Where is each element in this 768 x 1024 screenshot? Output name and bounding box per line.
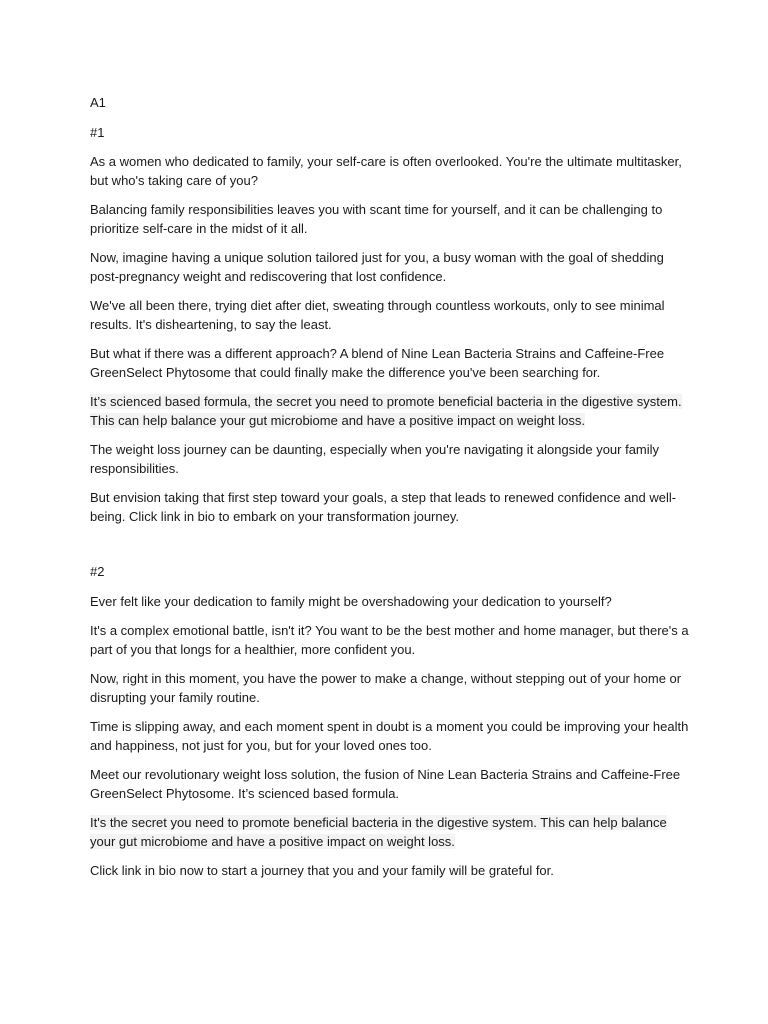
paragraph: It's a complex emotional battle, isn't it? You want to be the best mother and home manager, but there's a part of you that longs for a healthier, more confident you. [90,623,689,657]
paragraph [90,814,690,851]
paragraph: Now, imagine having a unique solution tailored just for you, a busy woman with the goal of shedding post-pregnancy weight and rediscovering that lost confidence. [90,250,664,284]
section-1 [90,124,690,527]
section-2 [90,563,690,881]
paragraph: Meet our revolutionary weight loss solution, the fusion of Nine Lean Bacteria Strains and Caffeine-Free GreenSelect Phytosome. It’s scienced based formula. [90,767,681,801]
section-heading: #1 [90,124,105,140]
paragraph: As a women who dedicated to family, your self-care is often overlooked. You're the ultimate multitasker, but who's taking care of you? [90,154,682,188]
document-page [90,94,690,892]
paragraph: But what if there was a different approach? A blend of Nine Lean Bacteria Strains and Caffeine-Free GreenSelect Phytosome that could finally make the difference you've been searching for. [90,346,665,380]
highlighted-text: It's the secret you need to promote beneficial bacteria in the digestive system. This can help balance your gut microbiome and have a positive impact on weight loss. [90,815,667,849]
section-heading: #2 [90,564,105,579]
paragraph [90,393,690,430]
paragraph: But envision taking that first step toward your goals, a step that leads to renewed confidence and well-being. Click link in bio to embark on your transformation journey. [90,490,677,524]
paragraph: Time is slipping away, and each moment spent in doubt is a moment you could be improving your health and happiness, not just for you, but for your loved ones too. [90,719,689,753]
section-spacer [90,537,690,563]
paragraph: The weight loss journey can be daunting, especially when you're navigating it alongside your family responsibilities. [90,442,660,476]
highlighted-text: It’s scienced based formula, the secret you need to promote beneficial bacteria in the digestive system. This can help balance your gut microbiome and have a positive impact on weight loss. [90,394,682,428]
paragraph: We've all been there, trying diet after diet, sweating through countless workouts, only to see minimal results. It's disheartening, to say the least. [90,298,665,332]
paragraph: Now, right in this moment, you have the power to make a change, without stepping out of your home or disrupting your family routine. [90,671,682,705]
paragraph: Balancing family responsibilities leaves you with scant time for yourself, and it can be challenging to prioritize self-care in the midst of it all. [90,202,663,236]
paragraph: Ever felt like your dedication to family might be overshadowing your dedication to yourself? [90,593,612,609]
paragraph: Click link in bio now to start a journey that you and your family will be grateful for. [90,863,554,878]
document-title: A1 [90,95,106,110]
